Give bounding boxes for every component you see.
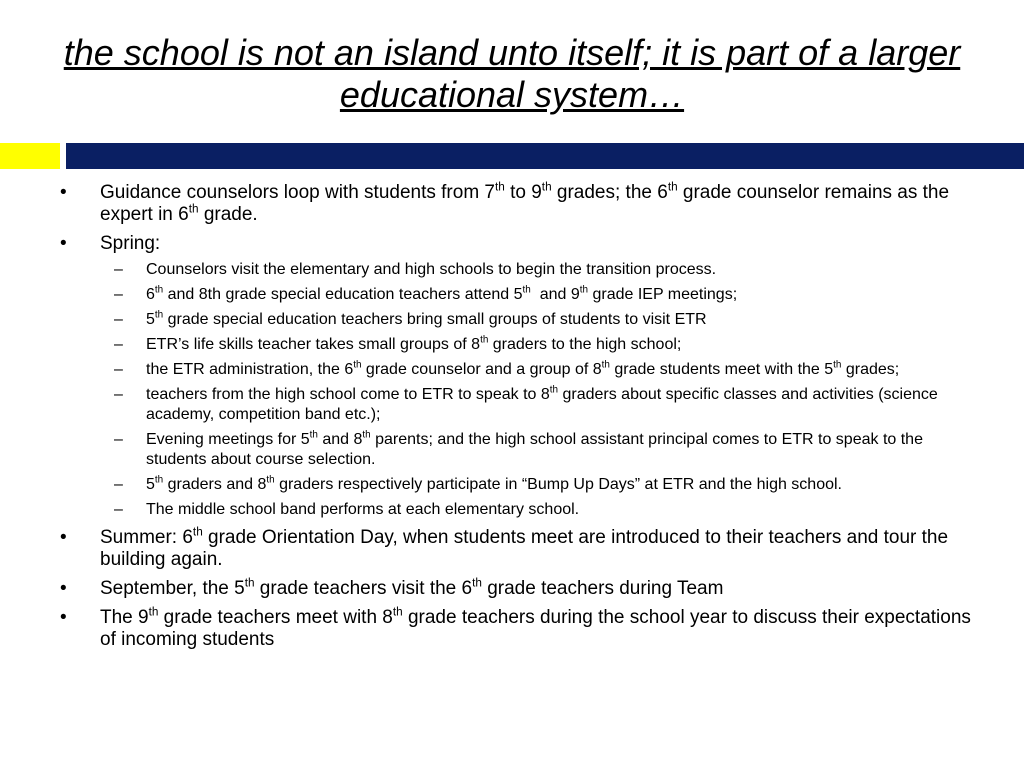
bullet-text: Guidance counselors loop with students from 7th to 9th grades; the 6th grade counselor remains as the expert in 6th grade. — [100, 180, 950, 225]
sub-bullet-text: 6th and 8th grade special education teachers attend 5th and 9th grade IEP meetings; — [146, 284, 738, 303]
sub-bullet-item — [58, 430, 978, 470]
sub-bullet-item — [58, 475, 978, 495]
dash-icon: – — [114, 361, 123, 378]
sub-bullet-text: Evening meetings for 5th and 8th parents; and the high school assistant principal comes to ETR to speak to the students about course selection. — [146, 429, 923, 468]
sub-bullet-text: Counselors visit the elementary and high schools to begin the transition process. — [146, 261, 717, 278]
dash-icon: – — [114, 386, 123, 403]
bullet-text: September, the 5th grade teachers visit the 6th grade teachers during Team — [100, 576, 724, 599]
bullet-item — [58, 182, 978, 226]
bullet-dot-icon: • — [60, 527, 67, 548]
bullet-list — [58, 182, 978, 651]
dash-icon: – — [114, 501, 123, 518]
bullet-item — [58, 607, 978, 651]
sub-bullet-text: The middle school band performs at each elementary school. — [146, 501, 580, 518]
dash-icon: – — [114, 431, 123, 448]
sub-bullet-item — [58, 310, 978, 330]
bullet-text: The 9th grade teachers meet with 8th grade teachers during the school year to discuss their expectations of incoming students — [100, 605, 971, 650]
bullet-text: Summer: 6th grade Orientation Day, when students meet are introduced to their teachers and tour the building again. — [100, 525, 949, 570]
sub-bullet-item — [58, 285, 978, 305]
sub-bullet-text: ETR’s life skills teacher takes small groups of 8th graders to the high school; — [146, 334, 682, 353]
yellow-accent-bar — [0, 143, 60, 169]
dash-icon: – — [114, 336, 123, 353]
bullet-dot-icon: • — [60, 182, 67, 203]
slide-title: the school is not an island unto itself; it is part of a larger educational system… — [63, 32, 961, 115]
dash-icon: – — [114, 476, 123, 493]
bullet-item — [58, 233, 978, 520]
sub-bullet-item — [58, 385, 978, 425]
bullet-item — [58, 527, 978, 571]
dash-icon: – — [114, 261, 123, 278]
bullet-dot-icon: • — [60, 607, 67, 628]
sub-bullet-text: teachers from the high school come to ETR to speak to 8th graders about specific classes and activities (science academy, competition band etc.); — [146, 384, 938, 423]
slide-body — [58, 182, 978, 658]
sub-bullet-item — [58, 500, 978, 520]
sub-bullet-text: the ETR administration, the 6th grade counselor and a group of 8th grade students meet with the 5th grades; — [146, 359, 900, 378]
sub-bullet-text: 5th graders and 8th graders respectively participate in “Bump Up Days” at ETR and the high school. — [146, 474, 842, 493]
dash-icon: – — [114, 286, 123, 303]
sub-bullet-item — [58, 360, 978, 380]
sub-bullet-text: 5th grade special education teachers bring small groups of students to visit ETR — [146, 309, 707, 328]
navy-accent-bar — [66, 143, 1024, 169]
bullet-text: Spring: — [100, 233, 161, 254]
sub-bullet-item — [58, 260, 978, 280]
bullet-dot-icon: • — [60, 233, 67, 254]
sub-bullet-item — [58, 335, 978, 355]
sub-bullet-list — [100, 260, 978, 520]
dash-icon: – — [114, 311, 123, 328]
bullet-item — [58, 578, 978, 600]
bullet-dot-icon: • — [60, 578, 67, 599]
